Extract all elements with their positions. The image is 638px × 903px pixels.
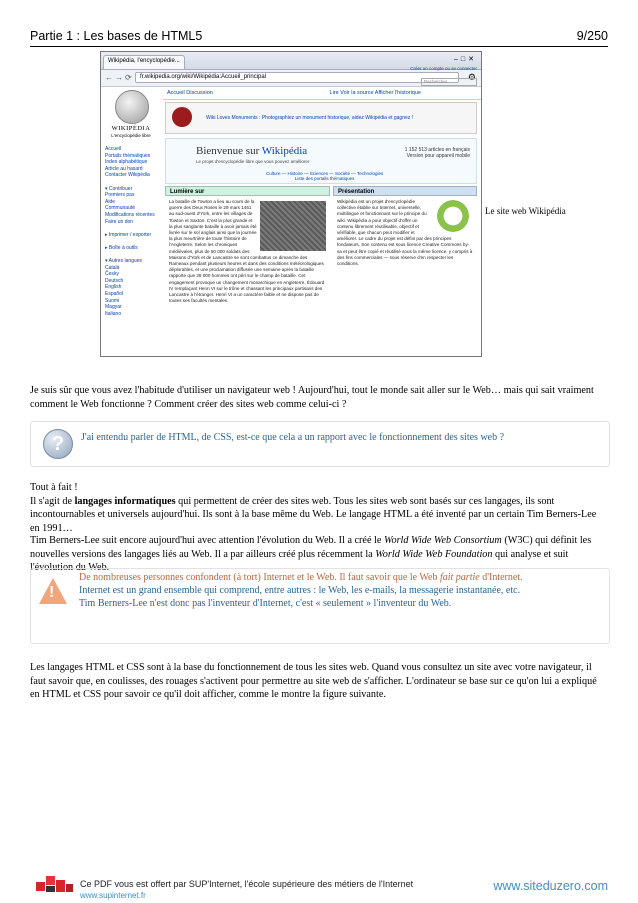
warning-line2: Internet est un grand ensemble qui comprend, entre autres : le Web, les e-mails, la messagerie instantanée, etc.: [79, 585, 521, 597]
warning-icon: !: [39, 578, 67, 604]
wp-presentation-heading: Présentation: [333, 186, 477, 196]
wp-side-link: Communauté: [105, 205, 136, 212]
question-icon: ?: [43, 429, 73, 459]
wp-presentation-body: [333, 196, 477, 270]
wp-side-link: [105, 252, 155, 259]
wp-featured-body: [165, 196, 330, 307]
wp-side-link: ▾ Contribuer: [105, 185, 133, 192]
wp-side-link: Català: [105, 264, 120, 271]
wp-article-count: [405, 147, 470, 159]
wp-featured-text: La bataille de Towton a lieu au cours de la guerre des Deux Roses le 29 mars 1461 au sud-ouest d'York, entre les villages de Towton et Saxton. C'est la plus grande et la plus sanglante bataille à avoir jamais été livrée sur le sol anglais ainsi que la journée la plus meurtrière de toute l'histoire de l'Angleterre. Selon les chroniques médiévales, plus de 50 000 soldats des Maisons d'York et de Lancastre se sont combattus ce dimanche des Rameaux pendant plusieurs heures et dans des conditions météorologiques déplorables, et une proclamation diffusée une semaine après la bataille rapporte que 28 000 hommes ont péri sur le champ de bataille. Cet engagement provoque un changement monarchique en Angleterre, Édouard IV remplaçant Henri VI sur le trône et chassant les principaux partisans des Lancastre à l'étranger. Henri VI a un caractère faible et ne dispose pas de toutes ses facultés mentales.: [169, 199, 325, 304]
wikipedia-globe-icon: [115, 90, 149, 124]
wp-side-link: [105, 238, 155, 245]
warning-box: [30, 568, 610, 644]
battle-photo: [260, 201, 326, 251]
wp-side-link: Premiers pas: [105, 192, 135, 199]
footer-offer-link[interactable]: www.supinternet.fr: [80, 891, 146, 900]
wp-portals-text: Culture — Histoire — Sciences — Société — Technologies: [266, 171, 384, 176]
supinternet-logo: [36, 876, 74, 896]
warning-line1: [79, 571, 523, 584]
para3-italic-foundation: World Wide Web Foundation: [375, 548, 493, 560]
wp-side-link: Aide: [105, 198, 116, 205]
footer-offer: Ce PDF vous est offert par SUP'Internet, l'école supérieure des métiers de l'Internet: [80, 879, 414, 889]
paragraph-intro: [30, 384, 608, 411]
para3-italic-w3c: World Wide Web Consortium: [383, 535, 502, 546]
wp-site-tagline: L'encyclopédie libre: [111, 133, 151, 138]
wp-side-link: Deutsch: [105, 277, 124, 284]
wp-side-links: [105, 146, 155, 317]
paragraph-languages-line1: Tout à fait !: [30, 482, 78, 493]
page-header: [30, 26, 608, 47]
warning-italic: fait partie: [439, 572, 480, 583]
para2-bold: langages informatiques: [74, 495, 176, 507]
wiki-loves-monuments-logo: [172, 107, 192, 127]
wp-banner: [165, 102, 477, 134]
para2-pre: Il s'agit de: [30, 495, 75, 507]
wp-side-link: Portails thématiques: [105, 152, 151, 159]
wp-welcome: [165, 138, 477, 184]
wp-side-link: Español: [105, 291, 124, 298]
para3-pre: Tim Berners-Lee suit encore aujourd'hui avec attention l'évolution du Web. Il a créé le: [30, 535, 384, 546]
wp-side-link: Contacter Wikipédia: [105, 172, 150, 179]
warning-text: [79, 571, 523, 611]
page-footer: [0, 868, 638, 903]
wp-presentation-column: [333, 186, 477, 356]
wp-side-link: [105, 225, 155, 232]
wp-tabs-left: Accueil Discussion: [167, 90, 213, 96]
wrench-icon: ⚙: [467, 72, 476, 82]
wp-sidebar: [101, 86, 161, 356]
warning-a: De nombreuses personnes confondent (à tort) Internet et le Web. Il faut savoir que le Web: [79, 572, 440, 583]
paragraph-html-css: [30, 661, 608, 702]
warning-line3: Tim Berners-Lee n'est donc pas l'inventeur d'Internet, c'est « seulement » l'inventeur du Web.: [79, 598, 452, 610]
wp-welcome-sub: Le projet d'encyclopédie libre que vous pouvez améliorer: [196, 159, 310, 164]
footer-site-link[interactable]: www.siteduzero.com: [493, 879, 608, 893]
paragraph-intro-text: Je suis sûr que vous avez l'habitude d'utiliser un navigateur web ! Aujourd'hui, tout le monde sait aller sur le Web… mais qui sait vraiment comment le Web fonctionne ? Comment créer des sites web comme celui-ci ?: [30, 385, 594, 410]
wp-side-link: ▸ Imprimer / exporter: [105, 231, 152, 238]
wp-site-name: WIKIPÉDIA: [111, 125, 151, 132]
page-number: 9/250: [576, 29, 608, 43]
chapter-title: Partie 1 : Les bases de HTML5: [30, 29, 203, 43]
wp-welcome-title: [196, 145, 307, 157]
wikipedia-screenshot: [100, 51, 482, 357]
wp-tabs-right: Lire Voir la source Afficher l'historique: [329, 90, 421, 96]
paragraph-html-css-text: Les langages HTML et CSS sont à la base du fonctionnement de tous les sites web. Quand vous consultez un site avec votre navigateur, il faut savoir que, en coulisses, des rouages s'activent pour permettre au site web de s'afficher. L'ordinateur se base sur ce qu'on lui a expliqué en HTML et CSS pour savoir ce qu'il doit afficher, comme le montre la figure suivante.: [30, 662, 597, 701]
wp-search-input: Rechercher: [421, 78, 477, 86]
wp-version-note: Version pour appareil mobile: [406, 153, 470, 159]
wp-portals: [266, 171, 383, 181]
question-text: J'ai entendu parler de HTML, de CSS, est-ce que cela a un rapport avec le fonctionnement des sites web ?: [81, 432, 505, 443]
wp-welcome-brand: Wikipédia: [261, 145, 308, 157]
wp-side-link: Česky: [105, 271, 119, 278]
wp-side-link: ▾ Autres langues: [105, 258, 142, 265]
wp-featured-heading: Lumière sur: [165, 186, 330, 196]
wp-side-link: Magyar: [105, 304, 122, 311]
wp-account-link: Créer un compte ou se connecter: [410, 66, 477, 71]
wp-banner-text: Wiki Loves Monuments : Photographiez un monument historique, aidez Wikipédia et gagnez !: [206, 115, 414, 121]
para3-mid: (W3C) qui définit les nouvelles versions des langages liés au Web. Il a par ailleurs créé plus récemment la: [30, 535, 592, 560]
wp-article-count-text: 1 152 513 articles en français: [404, 147, 470, 153]
figure-caption: Le site web Wikipédia: [485, 206, 566, 216]
wp-side-link: Italiano: [105, 310, 122, 317]
wp-presentation-text: Wikipédia est un projet d'encyclopédie collective établie sur Internet, universelle, multilingue et fonctionnant sur le principe du wiki. Wikipédia a pour objectif d'offrir un contenu librement réutilisable, objectif et vérifiable, que chacun peut modifier et améliorer. Le cadre du projet est défini par des principes fondateurs. Son contenu est sous licence Creative Commons by-sa et peut être copié et réutilisé sous la même licence, y compris à des fins commerciales — sous réserve d'en respecter les conditions.: [337, 199, 473, 267]
wp-side-link: ▸ Boîte à outils: [105, 244, 138, 251]
browser-tab: Wikipédia, l'encyclopédie...: [103, 55, 185, 69]
nav-arrows-icon: ←→⟳: [105, 73, 134, 82]
paragraph-languages-body: [30, 495, 608, 536]
wp-side-link: Index alphabétique: [105, 159, 148, 166]
question-box: [30, 421, 610, 467]
address-bar: fr.wikipedia.org/wiki/Wikipédia:Accueil_principal: [135, 72, 459, 83]
wp-side-link: Suomi: [105, 297, 120, 304]
wp-side-link: [105, 179, 155, 186]
paragraph-languages: [30, 481, 608, 535]
window-controls-icon: –□✕: [454, 56, 477, 63]
warning-b: d'Internet.: [479, 572, 523, 583]
wp-side-link: Modifications récentes: [105, 211, 155, 218]
para2-post: qui permettent de créer des sites web. Tous les sites web sont basés sur ces langages, ils sont incontournables et universels aujourd'hui. Ils sont à la base même du Web. Le langage HTML a été inventé par un certain Tim Berners-Lee en 1991…: [30, 495, 597, 534]
wp-welcome-title-text: Bienvenue sur: [196, 145, 260, 157]
wp-featured-column: [165, 186, 330, 356]
wp-portals-list: Liste des portails thématiques: [294, 176, 355, 181]
wp-side-link: Accueil: [105, 146, 122, 152]
wp-side-link: Faire un don: [105, 218, 134, 225]
wp-side-link: Article au hasard: [105, 165, 143, 172]
wp-side-link: English: [105, 284, 122, 291]
para3-post: qui analyse et suit l'évolution du Web.: [30, 548, 569, 574]
puzzle-globe-image: [433, 199, 473, 233]
